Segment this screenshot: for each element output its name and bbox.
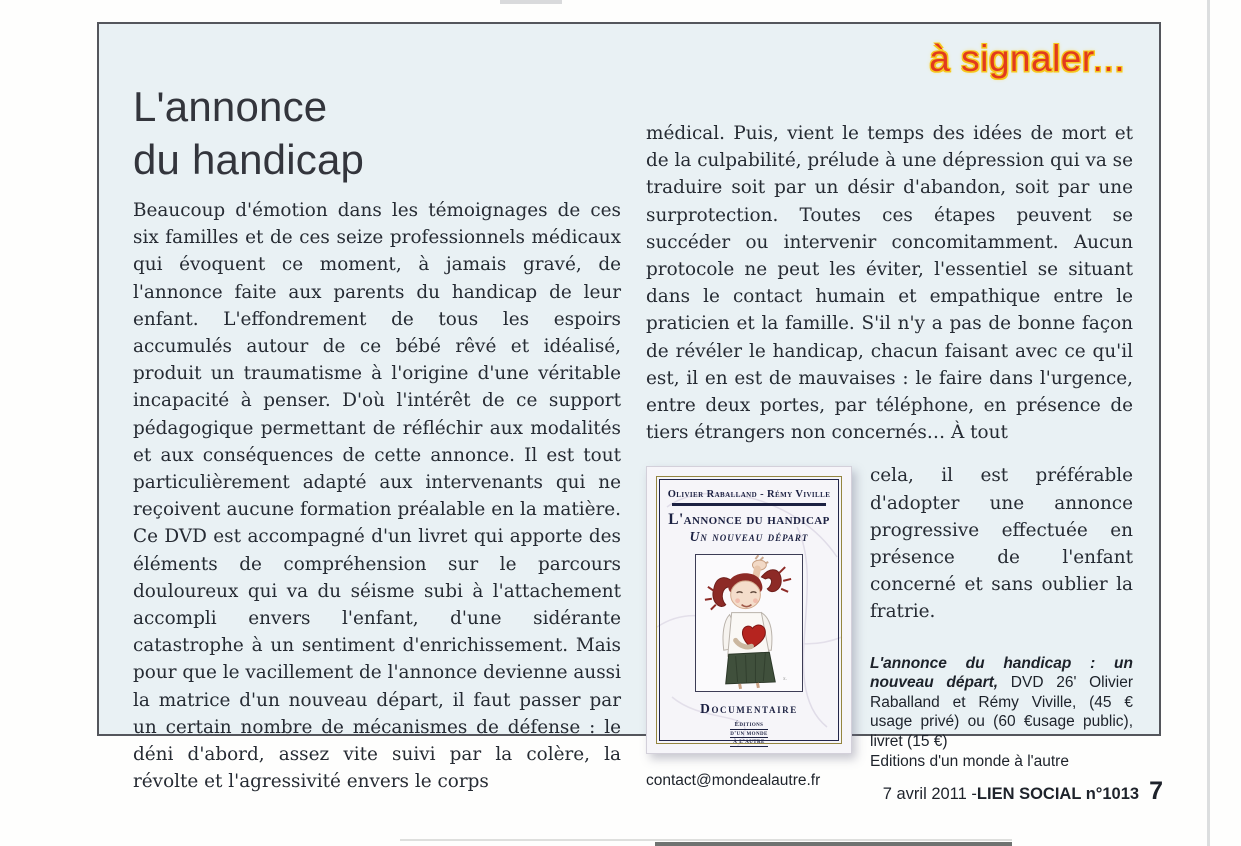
- rubric-label: à signaler...: [929, 38, 1125, 79]
- dvd-cover-card: [646, 466, 852, 754]
- page-footer: [883, 777, 1163, 806]
- footer-journal-name: LIEN SOCIAL n°1013: [976, 785, 1140, 803]
- article-title-line2: du handicap: [133, 136, 365, 183]
- cover-illustration-frame: [695, 554, 803, 692]
- cover-genre: Documentaire: [700, 701, 798, 717]
- dvd-cover-inner-frame: [659, 479, 839, 746]
- cover-rule: [672, 503, 825, 506]
- article-title: [133, 80, 364, 186]
- cover-subtitle: Un nouveau départ: [689, 529, 809, 545]
- cover-publisher-line1: Éditions: [730, 721, 767, 730]
- article-column-left: [133, 197, 621, 795]
- scan-artifact-bottom-light: [400, 839, 1012, 841]
- dvd-cover: [646, 466, 854, 754]
- article-column-right: [646, 120, 1133, 791]
- cover-publisher-line2: d'un monde: [730, 729, 768, 737]
- scan-edge-artifact-right: [1207, 0, 1210, 846]
- article-title-line1: L'annonce: [133, 83, 328, 130]
- scan-artifact-bottom-dark: [655, 842, 1012, 846]
- caption-publisher: Editions d'un monde à l'autre: [870, 752, 1069, 770]
- article-paragraph-right-wrap: cela, il est préférable d'adopter une annonce progressive effectuée en présence de l'enfant concerné et sans oublier la fratrie.: [870, 465, 1133, 623]
- svg-text:s.: s.: [783, 676, 787, 683]
- cover-publisher-line3: à l'autre: [730, 738, 767, 747]
- caption-title: L'annonce du handicap : un nouveau départ,: [870, 654, 1133, 692]
- scan-artifact-top: [500, 0, 562, 4]
- page-number: 7: [1149, 777, 1163, 805]
- girl-illustration: [696, 555, 801, 690]
- cover-publisher-logo: [730, 721, 767, 747]
- article-paragraph-left: Beaucoup d'émotion dans les témoignages de ces six familles et de ces seize professionnels médicaux qui évoquent ce moment, à jamais gravé, de l'annonce faite aux parents du handicap de leur enfant. L'effondrement de tous les espoirs accumulés autour de ce bébé rêvé et idéalisé, produit un traumatisme à l'origine d'une véritable incapacité à penser. D'où l'intérêt de ce support pédagogique permettant de réfléchir aux modalités et aux conséquences de cette annonce. Il est tout particulièrement adapté aux intervenants qui ne reçoivent aucune formation préalable en la matière. Ce DVD est accompagné d'un livret qui apporte des éléments de compréhension sur le parcours douloureux qui va du séisme subi à l'attachement accompli envers l'enfant, d'une sidérante catastrophe à un sentiment d'enrichissement. Mais pour que le vacillement de l'annonce devienne aussi la matrice d'un nouveau départ, il faut passer par un certain nombre de mécanismes de défense : le déni d'abord, assez vite suivi par la colère, la révolte et l'agressivité envers le corps: [133, 200, 621, 793]
- caption-body: DVD 26' Olivier Raballand et Rémy Viville, (45 € usage privé) ou (60 €usage public), livret (15 €): [870, 674, 1134, 751]
- caption-contact-email: contact@mondealautre.fr: [646, 772, 821, 790]
- cover-title: L'annonce du handicap: [668, 511, 830, 529]
- footer-date: 7 avril 2011 -: [882, 785, 977, 803]
- article-paragraph-right-top: médical. Puis, vient le temps des idées de mort et de la culpabilité, prélude à une dépression qui va se traduire soit par un désir d'abandon, soit par une surprotection. Toutes ces étapes peuvent se succéder ou intervenir concomitamment. Aucun protocole ne peut les éviter, l'essentiel se situant dans le contact humain et empathique entre le praticien et la famille. S'il n'y a pas de bonne façon de révéler le handicap, chacun faisant avec ce qu'il est, il en est de mauvaises : le faire dans l'urgence, entre deux portes, par téléphone, en présence de tiers étrangers non concernés… À tout: [646, 123, 1133, 444]
- cover-authors: Olivier Raballand - Rémy Viville: [667, 489, 831, 501]
